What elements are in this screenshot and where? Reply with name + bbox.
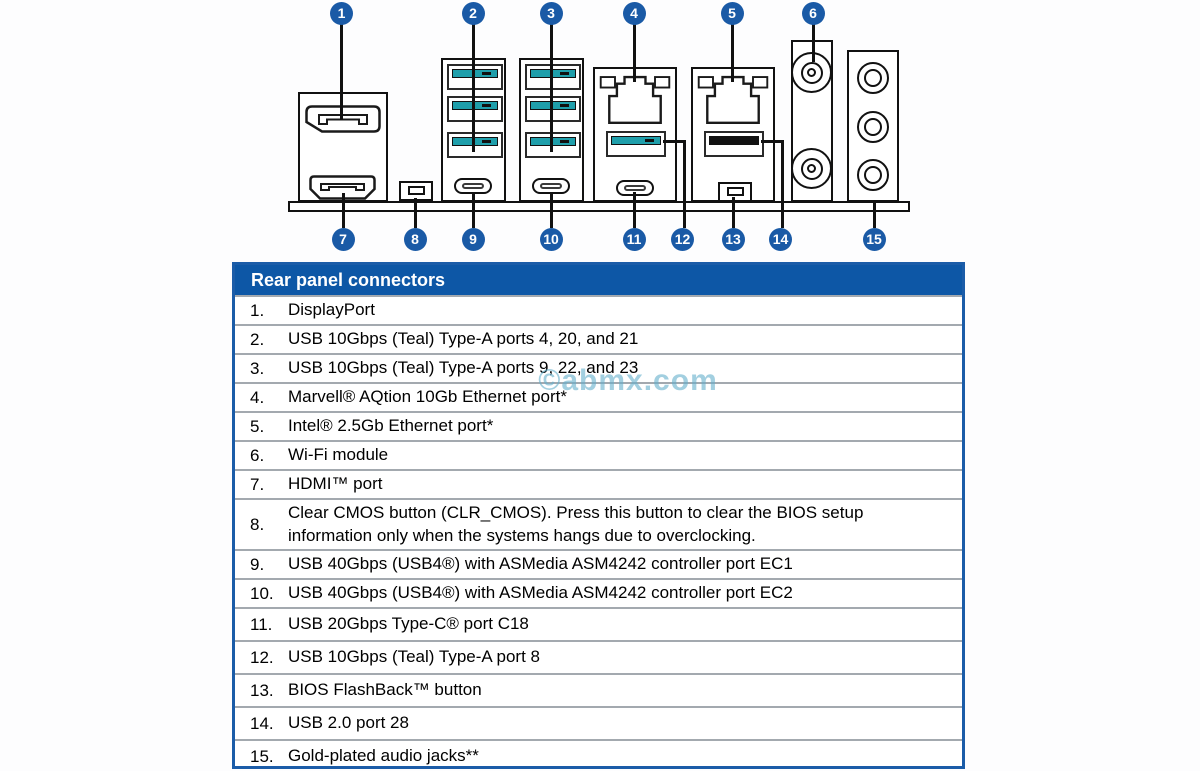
leader-line-8 — [414, 198, 417, 228]
leader-line-15 — [873, 203, 876, 228]
leader-line-9 — [472, 194, 475, 228]
row-number: 5. — [250, 416, 265, 436]
row-description: USB 40Gbps (USB4®) with ASMedia ASM4242 controller port EC2 — [288, 583, 793, 603]
table-header: Rear panel connectors — [235, 265, 962, 295]
leader-line-5 — [731, 24, 734, 82]
callout-12: 12 — [671, 228, 694, 251]
row-number: 8. — [250, 514, 265, 534]
leader-line-3 — [550, 24, 553, 152]
leader-line-12 — [683, 140, 686, 228]
audio-jacks-block — [847, 50, 899, 202]
usb-2-0-port-28 — [704, 131, 764, 157]
table-row — [235, 295, 962, 324]
callout-8: 8 — [404, 228, 427, 251]
row-description: USB 20Gbps Type-C® port C18 — [288, 614, 529, 634]
table-row — [235, 607, 962, 640]
leader-line-10 — [550, 194, 553, 228]
leader-line-6 — [812, 24, 815, 62]
callout-1: 1 — [330, 2, 353, 25]
row-number: 11. — [250, 614, 273, 634]
row-number: 14. — [250, 713, 274, 733]
callout-7: 7 — [332, 228, 355, 251]
row-number: 6. — [250, 445, 265, 465]
leader-line-11 — [633, 192, 636, 228]
row-description: USB 10Gbps (Teal) Type-A ports 4, 20, and 21 — [288, 329, 639, 349]
usb4-typec-port-ec1 — [454, 178, 492, 194]
table-row — [235, 498, 962, 549]
usb-typea-teal-port — [525, 132, 581, 158]
row-description: Wi-Fi module — [288, 445, 389, 465]
leader-line-14 — [781, 140, 784, 228]
audio-jack-icon — [857, 111, 889, 143]
audio-jack-icon — [857, 62, 889, 94]
bios-flashback-button — [718, 182, 752, 202]
row-number: 9. — [250, 554, 265, 574]
leader-line-13 — [732, 197, 735, 228]
callout-15: 15 — [863, 228, 886, 251]
callout-5: 5 — [721, 2, 744, 25]
displayport-icon — [305, 105, 381, 133]
leader-line-2 — [472, 24, 475, 152]
usb-typea-teal-port-8 — [606, 131, 666, 157]
row-number: 10. — [250, 583, 274, 603]
io-shield-baseline — [288, 201, 910, 212]
row-description: Gold-plated audio jacks** — [288, 746, 479, 766]
leader-line-7 — [342, 193, 345, 228]
table-row — [235, 549, 962, 578]
wifi-module-block — [791, 40, 833, 202]
row-number: 2. — [250, 329, 265, 349]
rear-panel-connectors-table — [232, 262, 965, 769]
row-description: USB 40Gbps (USB4®) with ASMedia ASM4242 controller port EC1 — [288, 554, 793, 574]
row-number: 4. — [250, 387, 265, 407]
row-number: 1. — [250, 300, 265, 320]
callout-10: 10 — [540, 228, 563, 251]
callout-13: 13 — [722, 228, 745, 251]
table-row — [235, 382, 962, 411]
table-row — [235, 440, 962, 469]
ethernet-2-5g-block — [691, 67, 775, 202]
row-description: Clear CMOS button (CLR_CMOS). Press this button to clear the BIOS setup information only when the systems hangs due to overclocking. — [288, 502, 864, 545]
table-row — [235, 324, 962, 353]
clear-cmos-button-cap — [408, 186, 425, 195]
table-row — [235, 706, 962, 739]
dp-hdmi-block — [298, 92, 388, 202]
callout-2: 2 — [462, 2, 485, 25]
usb-typea-teal-port — [447, 96, 503, 122]
row-number: 12. — [250, 647, 274, 667]
row-number: 13. — [250, 680, 274, 700]
row-description: BIOS FlashBack™ button — [288, 680, 482, 700]
row-description: USB 10Gbps (Teal) Type-A ports 9, 22, and 23 — [288, 358, 639, 378]
callout-6: 6 — [802, 2, 825, 25]
callout-14: 14 — [769, 228, 792, 251]
usb4-typec-port-ec2 — [532, 178, 570, 194]
table-row — [235, 640, 962, 673]
row-number: 3. — [250, 358, 265, 378]
usb-typea-teal-port — [525, 96, 581, 122]
row-description: HDMI™ port — [288, 474, 383, 494]
leader-line-1 — [340, 24, 343, 120]
row-number: 7. — [250, 474, 265, 494]
table-row — [235, 578, 962, 607]
usb-typea-teal-port — [525, 64, 581, 90]
leader-line-4 — [633, 24, 636, 82]
callout-9: 9 — [462, 228, 485, 251]
row-number: 15. — [250, 746, 274, 766]
row-description: DisplayPort — [288, 300, 375, 320]
row-description: USB 10Gbps (Teal) Type-A port 8 — [288, 647, 540, 667]
callout-3: 3 — [540, 2, 563, 25]
row-description: Intel® 2.5Gb Ethernet port* — [288, 416, 494, 436]
table-row — [235, 469, 962, 498]
usb-typea-teal-port — [447, 64, 503, 90]
table-row — [235, 673, 962, 706]
table-row — [235, 353, 962, 382]
row-description: USB 2.0 port 28 — [288, 713, 409, 733]
callout-11: 11 — [623, 228, 646, 251]
callout-4: 4 — [623, 2, 646, 25]
table-row — [235, 411, 962, 440]
row-description: Marvell® AQtion 10Gb Ethernet port* — [288, 387, 567, 407]
table-row — [235, 739, 962, 771]
audio-jack-icon — [857, 159, 889, 191]
ethernet-10g-block — [593, 67, 677, 202]
rear-panel-diagram — [0, 0, 1200, 256]
watermark: ©abmx.com — [538, 364, 718, 397]
wifi-antenna-connector-icon — [791, 148, 832, 189]
usb-typea-teal-port — [447, 132, 503, 158]
